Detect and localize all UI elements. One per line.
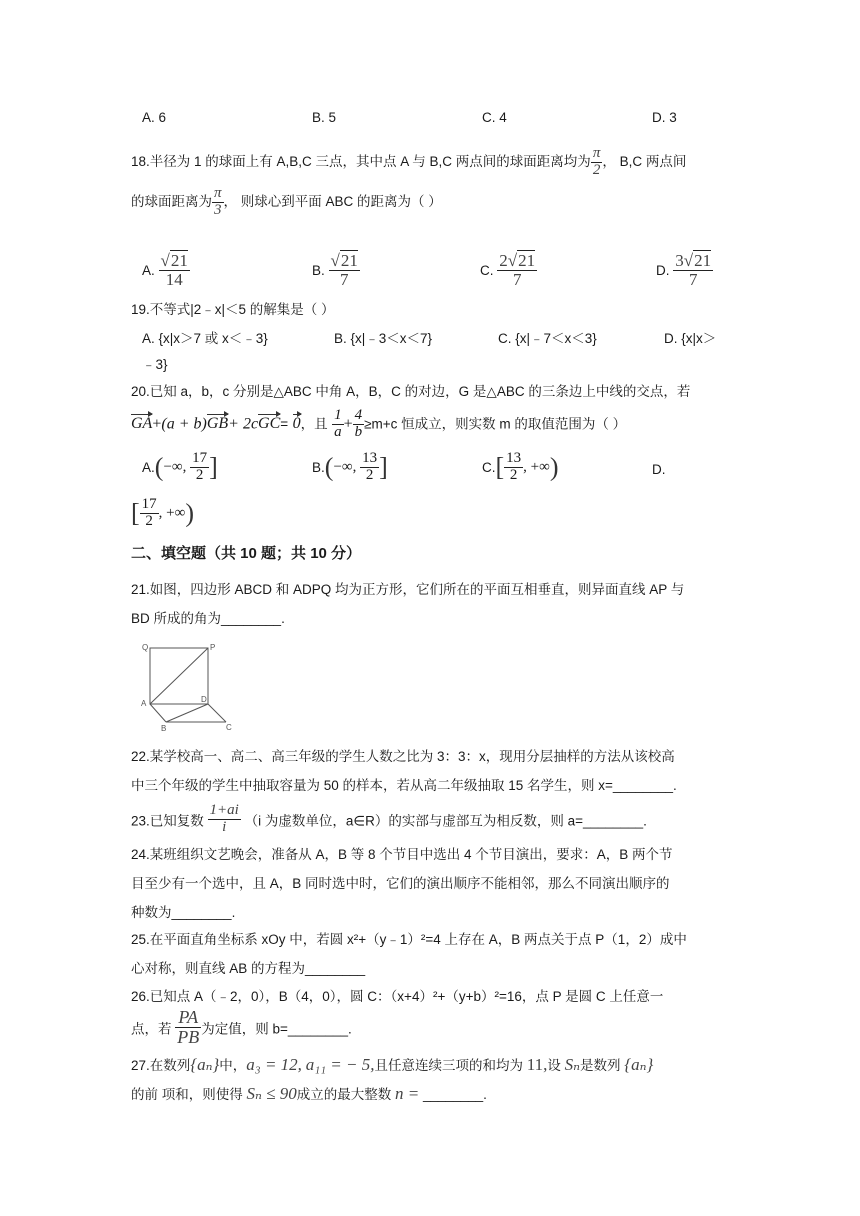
- frac-den: 2: [360, 467, 379, 484]
- vector-gc: GC: [258, 415, 281, 433]
- radicand: 21: [340, 251, 358, 270]
- fig-label-b: B: [161, 724, 167, 732]
- frac-den: i: [208, 819, 241, 836]
- q17-option-c: C. 4: [482, 110, 507, 125]
- frac-num: π: [592, 145, 601, 161]
- frac-1-over-a: [332, 408, 344, 441]
- frac-17-2: [190, 451, 209, 484]
- q18-line2-text: 的球面距离为: [131, 193, 212, 209]
- q19-option-d: D. {x|x＞: [664, 331, 717, 346]
- option-label: A.: [142, 262, 155, 278]
- q26-post: 为定值，则 b=________.: [201, 1021, 352, 1037]
- option-label: A.: [142, 459, 155, 475]
- q18-option-a: [142, 252, 190, 289]
- q17-option-d: D. 3: [652, 110, 677, 125]
- frac-num: 17: [192, 450, 208, 466]
- frac-den: 7: [329, 270, 360, 289]
- q18-stem-text: 18.半径为 1 的球面上有 A,B,C 三点，其中点 A 与 B,C 两点间的球面距离均为: [131, 153, 591, 169]
- fig-label-d: D: [201, 695, 207, 704]
- frac-num: π: [214, 185, 222, 201]
- q26-pre: 点，若: [131, 1021, 172, 1037]
- option-fraction: $\frac{2√21}{7}$: [499, 251, 536, 289]
- frac-den: 2: [591, 162, 603, 179]
- q21-line2: BD 所成的角为________.: [131, 611, 285, 626]
- q27-pre: 27.在数列: [131, 1058, 191, 1073]
- option-label: C.: [482, 459, 496, 475]
- frac-17-2: [140, 497, 159, 530]
- fig-label-c: C: [226, 723, 232, 732]
- plus-sign: +: [152, 415, 162, 433]
- interval-upper: , +∞: [158, 504, 186, 521]
- q18-line2: [131, 186, 442, 219]
- q27-line2: [131, 1083, 487, 1104]
- q19-option-b: B. {x|﹣3＜x＜7}: [334, 331, 433, 346]
- q20-option-b: B.(−∞, $\frac{13}{2}$ ]: [312, 450, 388, 483]
- frac-num: PA: [178, 1007, 199, 1027]
- q17-option-b: B. 5: [312, 110, 337, 125]
- q27-n-eq: n =: [395, 1084, 420, 1103]
- q20-option-d: [ $\frac{17}{2}$ , +∞): [131, 496, 194, 529]
- frac-num: 1: [334, 407, 342, 423]
- q18-option-c: [480, 252, 537, 289]
- option-fraction: $\frac{√21}{14}$: [160, 251, 188, 289]
- q27-line1: [131, 1054, 653, 1075]
- frac-den: 2: [190, 467, 209, 484]
- interval-upper: , +∞: [523, 458, 550, 475]
- q23-fraction: [208, 803, 241, 836]
- q24-line1: 24.某班组织文艺晚会，准备从 A，B 等 8 个节目中选出 4 个节目演出，要求：A，B 两个节: [131, 847, 673, 862]
- fig-label-a: A: [141, 699, 147, 708]
- coef-a-plus-b: (a + b): [161, 415, 207, 433]
- q24-line2: 目至少有一个选中，且 A，B 同时选中时，它们的演出顺序不能相邻，那么不同演出顺序的: [131, 876, 670, 891]
- q19-option-d-cont: ﹣3}: [142, 357, 168, 372]
- q27-line2-pre: 的前 项和，则使得: [131, 1087, 243, 1102]
- q20-option-a: A.(−∞, $\frac{17}{2}$ ]: [142, 450, 218, 483]
- frac-den: b: [354, 423, 363, 440]
- q19-option-c: C. {x|﹣7＜x＜3}: [498, 331, 597, 346]
- q21-line1: 21.如图，四边形 ABCD 和 ADPQ 均为正方形，它们所在的平面互相垂直，则异面直线 AP 与: [131, 582, 685, 597]
- q27-eleven: 11,: [526, 1055, 548, 1074]
- q18-stem-tail: ， B,C 两点间: [602, 153, 687, 169]
- q20-comma-text: ，且: [300, 416, 328, 432]
- frac-num: 1+ai: [209, 802, 239, 818]
- frac-den: 2: [504, 467, 523, 484]
- frac-num: 13: [506, 450, 522, 466]
- option-fraction: $\frac{√21}{7}$: [330, 251, 358, 289]
- vector-gb: GB: [206, 415, 229, 433]
- q27-line2-mid: 成立的最大整数: [296, 1087, 392, 1102]
- section-title: 二、填空题（共 10 题；共 10 分）: [131, 545, 362, 562]
- q25-line1: 25.在平面直角坐标系 xOy 中，若圆 x²+（y﹣1）²=4 上存在 A，B 两点关于点 P（1，2）成中: [131, 932, 687, 947]
- fig-label-p: P: [210, 643, 216, 652]
- option-label: B.: [312, 459, 325, 475]
- q18-line1: [131, 146, 686, 179]
- q20-option-d-label: D.: [652, 462, 666, 477]
- zero-vector: 0: [292, 415, 301, 433]
- question-23: [131, 803, 647, 836]
- q27-mid2: 且任意连续三项的和均为: [374, 1058, 523, 1073]
- q18-option-b: [312, 252, 360, 289]
- q17-option-a: A. 6: [142, 110, 167, 125]
- q20-option-c: C.[ $\frac{13}{2}$ , +∞): [482, 450, 559, 483]
- plus-sign: +: [343, 415, 353, 433]
- frac-num: 13: [362, 450, 378, 466]
- frac-den: a: [334, 423, 342, 440]
- q18-frac-pi-2: [591, 146, 603, 179]
- q20-tail: ≥m+c 恒成立，则实数 m 的取值范围为（ ）: [364, 416, 627, 432]
- q26-line2: [131, 1008, 352, 1047]
- q22-line1: 22.某学校高一、高二、高三年级的学生人数之比为 3：3：x，现用分层抽样的方法从该校高: [131, 749, 675, 764]
- radicand: 21: [694, 251, 712, 270]
- option-label: B.: [312, 262, 325, 278]
- interval-lower: −∞,: [163, 458, 187, 475]
- q27-mid1: 中，: [219, 1058, 247, 1073]
- interval-lower: −∞,: [333, 458, 357, 475]
- q27-mid4: 是数列: [580, 1058, 621, 1073]
- q18-line2-tail: ， 则球心到平面 ABC 的距离为（ ）: [223, 193, 442, 209]
- vector-ga: GA: [131, 415, 153, 433]
- frac-4-over-b: [353, 408, 365, 441]
- q26-fraction: [175, 1008, 201, 1047]
- q18-option-d: [656, 252, 713, 289]
- frac-den: PB: [177, 1026, 200, 1047]
- q24-line3: 种数为________.: [131, 905, 236, 920]
- frac-den: 7: [673, 270, 713, 289]
- coefficient: 3: [675, 251, 684, 270]
- frac-den: 2: [140, 513, 159, 530]
- equals-sign: =: [280, 416, 289, 432]
- frac-num: 17: [141, 496, 157, 512]
- q25-line2: 心对称，则直线 AB 的方程为________: [131, 961, 366, 976]
- q27-line2-tail: ________.: [423, 1087, 487, 1102]
- q21-figure: [138, 640, 238, 732]
- q27-seq: {aₙ}: [190, 1055, 220, 1074]
- q27-a3: a₃ = 12,: [246, 1055, 302, 1074]
- q26-line1: 26.已知点 A（﹣2，0），B（4，0），圆 C：（x+4）²+（y+b）²=16，点 P 是圆 C 上任意一: [131, 989, 664, 1004]
- q20-expression: [131, 408, 626, 441]
- coef-2c: + 2c: [228, 415, 259, 433]
- fig-label-q: Q: [142, 643, 149, 652]
- option-fraction: $\frac{3√21}{7}$: [675, 251, 712, 289]
- q27-mid3: 设: [547, 1058, 561, 1073]
- frac-13-2: [504, 451, 523, 484]
- frac-num: 4: [354, 407, 363, 423]
- q27-a11: a₁₁ = − 5,: [305, 1055, 375, 1074]
- radicand: 21: [518, 251, 536, 270]
- q27-inequality: Sₙ ≤ 90: [246, 1084, 297, 1103]
- q20-line1: 20.已知 a，b，c 分别是△ABC 中角 A，B，C 的对边，G 是△ABC 的三条边上中线的交点，若: [131, 384, 691, 399]
- q23-post: （i 为虚数单位，a∈R）的实部与虚部互为相反数，则 a=________.: [244, 813, 647, 829]
- frac-den: 7: [497, 270, 537, 289]
- option-label: C.: [480, 262, 494, 278]
- coefficient: 2: [499, 251, 508, 270]
- radicand: 21: [170, 251, 188, 270]
- q23-pre: 23.已知复数: [131, 813, 204, 829]
- option-label: D.: [656, 262, 670, 278]
- q19-stem: 19.不等式|2﹣x|＜5 的解集是（ ）: [131, 302, 335, 317]
- frac-den: 14: [159, 270, 190, 289]
- q18-frac-pi-3: [212, 186, 224, 219]
- q27-sn: Sₙ: [564, 1055, 580, 1074]
- q27-seq2: {aₙ}: [624, 1055, 654, 1074]
- frac-13-2: [360, 451, 379, 484]
- q22-line2: 中三个年级的学生中抽取容量为 50 的样本，若从高二年级抽取 15 名学生，则 x=________.: [131, 778, 677, 793]
- frac-den: 3: [212, 202, 224, 219]
- q19-option-a: A. {x|x＞7 或 x＜﹣3}: [142, 331, 268, 346]
